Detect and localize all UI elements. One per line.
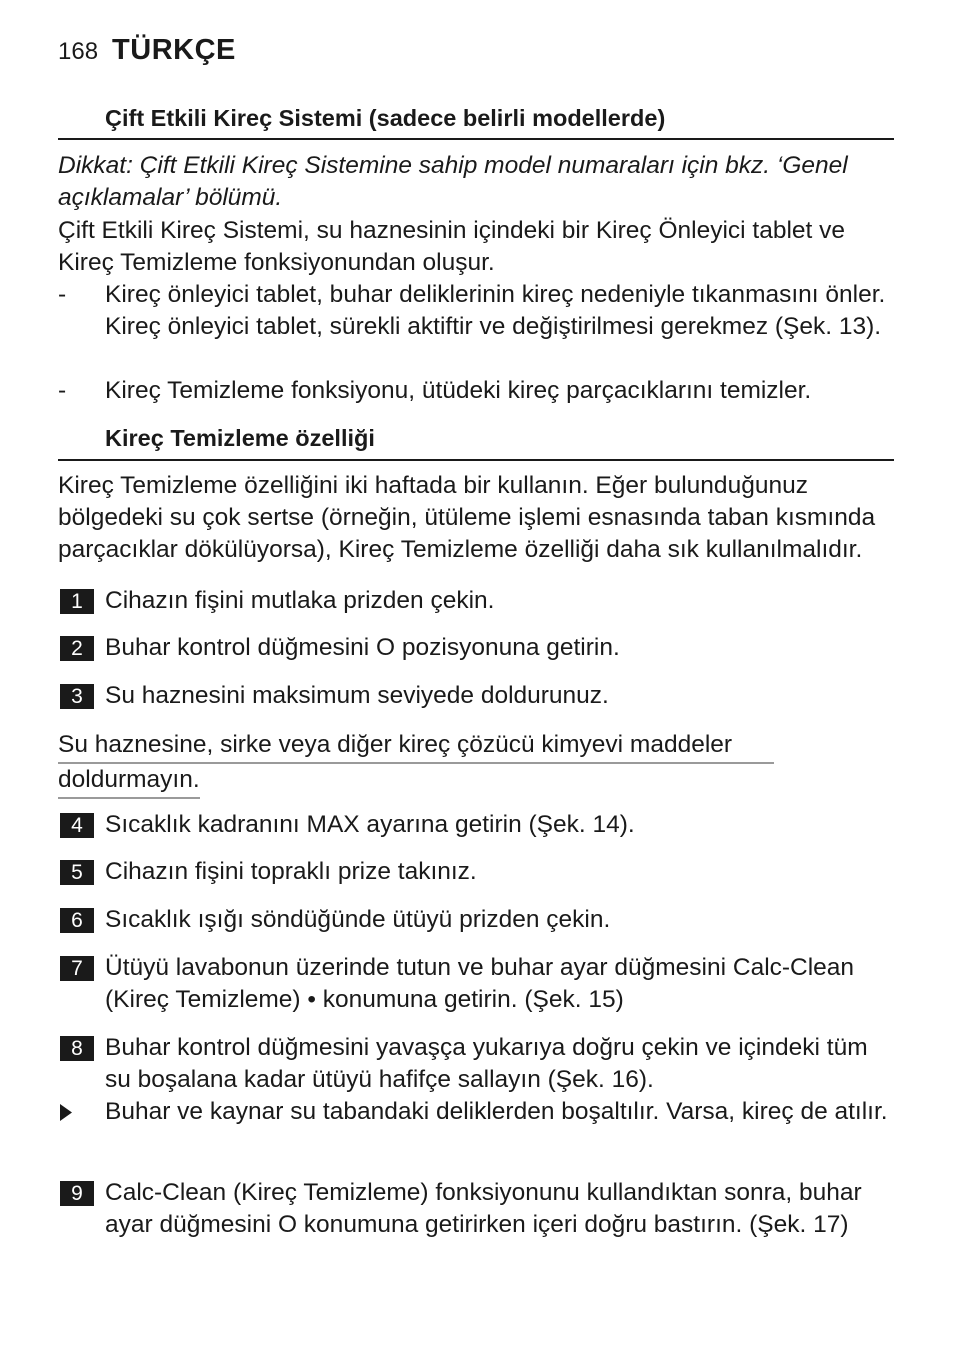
step-item <box>58 809 896 841</box>
step-text: Calc-Clean (Kireç Temizleme) fonksiyonunu kullandıktan sonra, buhar ayar düğmesini O konumuna getirirken içeri doğru bastırın. (Şek. 17) <box>105 1179 862 1238</box>
list-item-text: Kireç önleyici tablet, buhar deliklerinin kireç nedeniyle tıkanmasını önler. Kireç önleyici tablet, sürekli aktiftir ve değiştirilmesi gerekmez (Şek. 13). <box>105 281 886 340</box>
step-number: 2 <box>60 636 94 661</box>
warning-line: doldurmayın. <box>58 764 200 799</box>
result-arrow-icon <box>60 1104 72 1121</box>
step-item <box>58 1177 896 1241</box>
list-item <box>58 375 896 407</box>
step-number: 1 <box>60 589 94 614</box>
step-item <box>58 856 896 888</box>
step-number: 7 <box>60 956 94 981</box>
warning-text <box>58 729 778 799</box>
step-item <box>58 904 896 936</box>
step-text: Cihazın fişini topraklı prize takınız. <box>105 858 477 885</box>
result-text: Buhar ve kaynar su tabandaki deliklerden boşaltılır. Varsa, kireç de atılır. <box>105 1098 888 1125</box>
step-text: Sıcaklık kadranını MAX ayarına getirin (Şek. 14). <box>105 811 635 838</box>
note-text: Dikkat: Çift Etkili Kireç Sistemine sahip model numaraları için bkz. ‘Genel açıklamalar’ bölümü. <box>58 152 848 211</box>
step-item <box>58 632 896 664</box>
step-number: 5 <box>60 860 94 885</box>
step-text: Buhar kontrol düğmesini O pozisyonuna getirin. <box>105 634 620 661</box>
step-number: 6 <box>60 908 94 933</box>
list-item <box>58 279 896 343</box>
list-item-text: Kireç Temizleme fonksiyonu, ütüdeki kireç parçacıklarını temizler. <box>105 377 812 404</box>
step-item <box>58 680 896 712</box>
step-item <box>58 585 896 617</box>
step-number: 3 <box>60 684 94 709</box>
step-text: Ütüyü lavabonun üzerinde tutun ve buhar ayar düğmesini Calc-Clean (Kireç Temizleme) • konumuna getirin. (Şek. 15) <box>105 954 855 1013</box>
step-number: 8 <box>60 1036 94 1061</box>
page-header <box>58 34 236 67</box>
step-text: Su haznesini maksimum seviyede doldurunuz. <box>105 682 609 709</box>
dash-marker: - <box>58 377 67 404</box>
section-title-double-calc: Çift Etkili Kireç Sistemi (sadece belirli modellerde) <box>58 103 894 140</box>
step-text: Sıcaklık ışığı söndüğünde ütüyü prizden çekin. <box>105 906 611 933</box>
dash-marker: - <box>58 281 67 308</box>
warning-line: Su haznesine, sirke veya diğer kireç çözücü kimyevi maddeler <box>58 729 774 764</box>
result-item <box>58 1096 896 1128</box>
page-number: 168 <box>58 38 99 65</box>
step-item <box>58 1032 896 1096</box>
intro-paragraph: Çift Etkili Kireç Sistemi, su haznesinin içindeki bir Kireç Önleyici tablet ve Kireç Temizleme fonksiyonundan oluşur. <box>58 217 846 276</box>
calc-clean-intro: Kireç Temizleme özelliğini iki haftada bir kullanın. Eğer bulunduğunuz bölgedeki su çok sertse (örneğin, ütüleme işlemi esnasında taban kısmında parçacıklar dökülüyorsa), Kireç Temizleme özelliği daha sık kullanılmalıdır. <box>58 472 876 563</box>
step-text: Buhar kontrol düğmesini yavaşça yukarıya doğru çekin ve içindeki tüm su boşalana kadar ütüyü hafifçe sallayın (Şek. 16). <box>105 1034 868 1093</box>
language-heading: TÜRKÇE <box>112 34 236 66</box>
step-item <box>58 952 896 1016</box>
step-number: 9 <box>60 1181 94 1206</box>
step-number: 4 <box>60 813 94 838</box>
step-text: Cihazın fişini mutlaka prizden çekin. <box>105 587 495 614</box>
section-title-calc-clean: Kireç Temizleme özelliği <box>58 423 894 461</box>
